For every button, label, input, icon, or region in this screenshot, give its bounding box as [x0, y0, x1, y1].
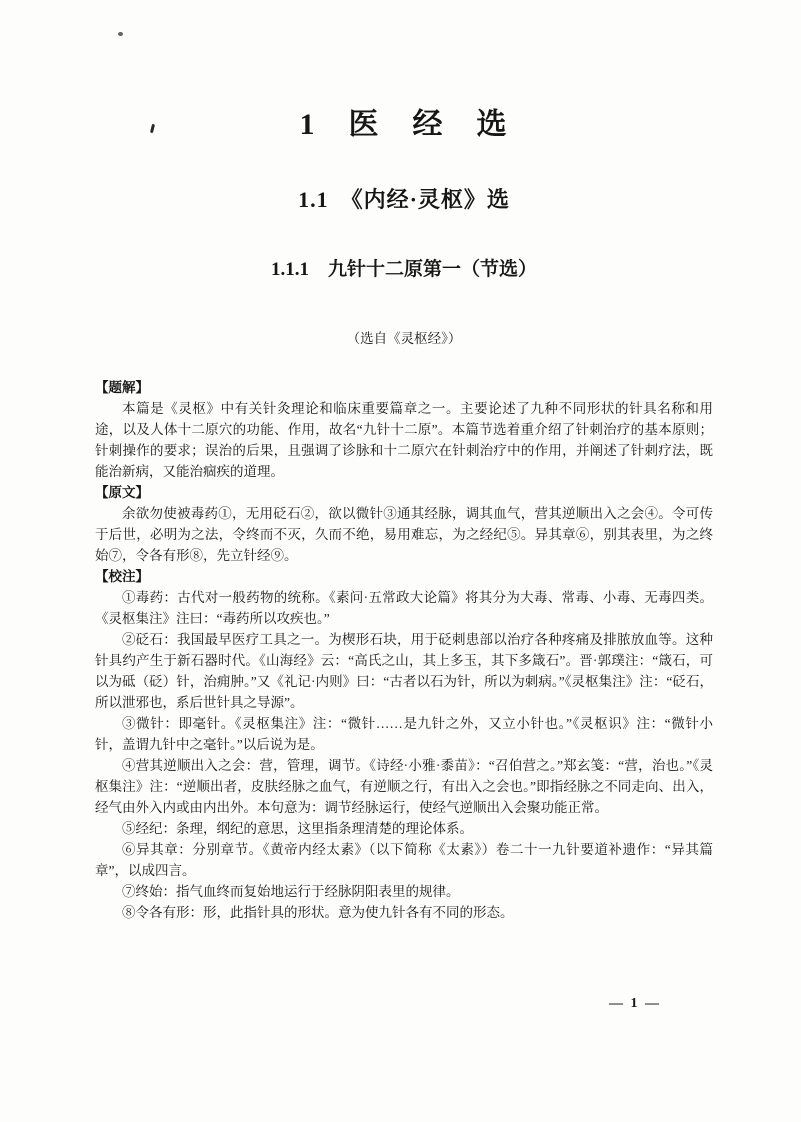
section-title: 1.1 《内经·灵枢》选: [298, 187, 510, 212]
jiaozhu-note-6: ⑥异其章：分别章节。《黄帝内经太素》（以下简称《太素》）卷二十一九针要道补遗作：“异其篇章”，以成四言。: [95, 842, 713, 878]
jiaozhu-note-4: ④营其逆顺出入之会：营，管理，调节。《诗经·小雅·黍苗》：“召伯营之。”郑玄笺：“营，治也。”《灵枢集注》注：“逆顺出者，皮肤经脉之血气，有逆顺之行，有出入之会也。”即指经脉之不同走向、出入，经气由外入内或由内出外。本句意为：调节经脉运行，使经气逆顺出入会聚功能正常。: [95, 758, 713, 815]
tijie-paragraph: 本篇是《灵枢》中有关针灸理论和临床重要篇章之一。主要论述了九种不同形状的针具名称和用途，以及人体十二原穴的功能、作用，故名“九针十二原”。本篇节选着重介绍了针刺治疗的基本原则；针刺操作的要求；误治的后果，且强调了诊脉和十二原穴在针刺治疗中的作用，并阐述了针刺疗法，既能治新病，又能治痼疾的道理。: [95, 401, 713, 479]
yuanwen-paragraph: 余欲勿使被毒药①，无用砭石②，欲以微针③通其经脉，调其血气，营其逆顺出入之会④。令可传于后世，必明为之法，令终而不灭，久而不绝，易用难忘，为之经纪⑤。异其章⑥，别其表里，为之终始⑦，令各有形⑧，先立针经⑨。: [95, 506, 713, 563]
jiaozhu-note-5: ⑤经纪：条理，纲纪的意思，这里指条理清楚的理论体系。: [122, 821, 473, 836]
jiaozhu-note-3: ③微针：即毫针。《灵枢集注》注：“微针……是九针之外，又立小针也。”《灵枢识》注：“微针小针，盖谓九针中之毫针。”以后说为是。: [95, 716, 713, 752]
chapter-title: 1 医 经 选: [299, 108, 509, 141]
body-text: [95, 377, 713, 923]
page-number: — 1 —: [609, 996, 661, 1011]
jiaozhu-note-1: ①毒药：古代对一般药物的统称。《素问·五常政大论篇》将其分为大毒、常毒、小毒、无毒四类。《灵枢集注》注曰：“毒药所以攻疾也。”: [95, 590, 713, 626]
jiaozhu-note-2: ②砭石：我国最早医疗工具之一。为楔形石块，用于砭刺患部以治疗各种疼痛及排脓放血等。这种针具约产生于新石器时代。《山海经》云：“高氏之山，其上多玉，其下多箴石”。晋·郭璞注：“箴石，可以为砥（砭）针，治痈肿。”又《礼记·内则》曰：“古者以石为针，所以为刺病。”《灵枢集注》注：“砭石，所以泄邪也，系后世针具之导源”。: [95, 632, 713, 710]
jiaozhu-heading: 【校注】: [95, 569, 149, 584]
jiaozhu-note-8: ⑧令各有形：形，此指针具的形状。意为使九针各有不同的形态。: [122, 905, 514, 920]
subsection-title: 1.1.1 九针十二原第一（节选）: [270, 259, 537, 280]
source-note: （选自《灵枢经》）: [346, 331, 462, 346]
yuanwen-heading: 【原文】: [95, 485, 149, 500]
page-content: [95, 0, 713, 923]
jiaozhu-note-7: ⑦终始：指气血终而复始地运行于经脉阴阳表里的规律。: [122, 884, 460, 899]
tijie-heading: 【题解】: [95, 380, 149, 395]
